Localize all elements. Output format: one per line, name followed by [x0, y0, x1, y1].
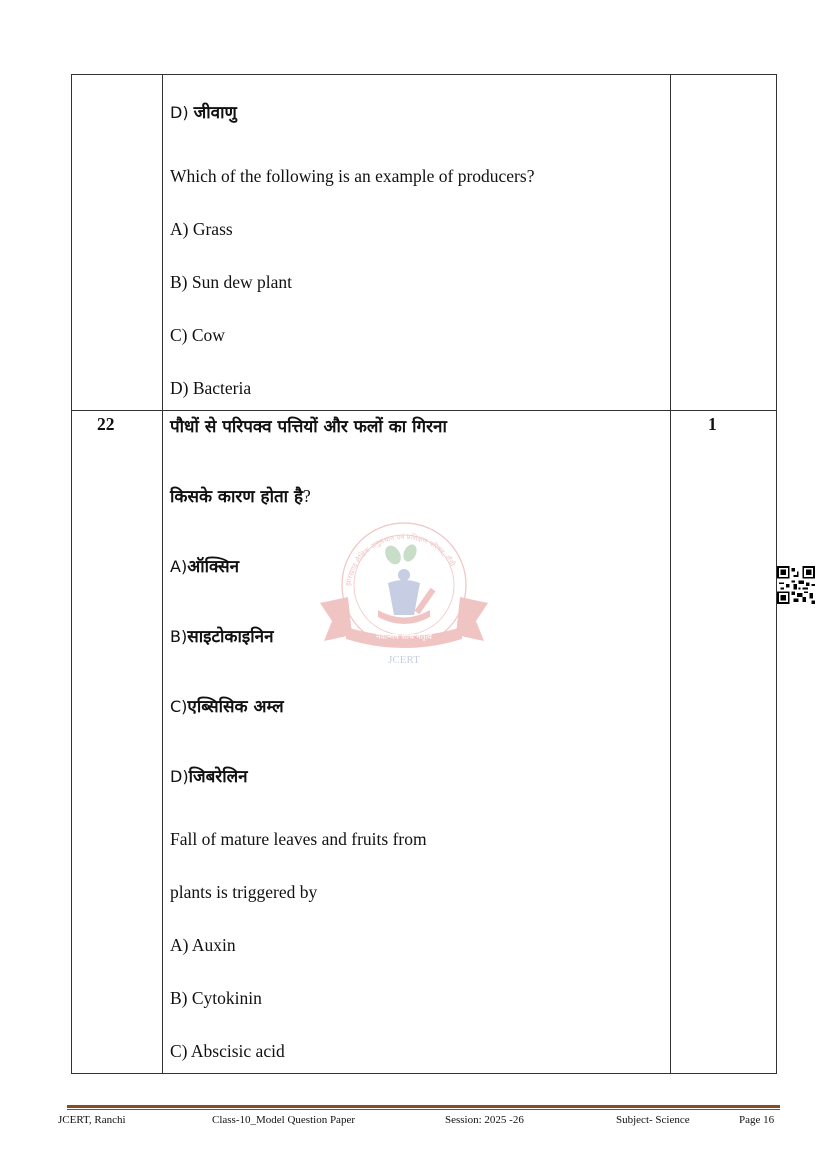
option-d-hindi-22: D)जिबरेलिन — [170, 767, 248, 787]
question-text-english-line2: plants is triggered by — [170, 882, 318, 902]
jcert-logo-watermark — [318, 515, 490, 670]
column-divider-left — [162, 75, 163, 1073]
footer-page-number: Page 16 — [739, 1114, 775, 1126]
qr-code-icon — [777, 566, 815, 604]
question-text-hindi-line2: किसके कारण होता है? — [170, 486, 311, 507]
option-c-hindi: C)एब्सिसिक अम्ल — [170, 697, 284, 717]
question-marks: 1 — [708, 414, 717, 434]
column-divider-right — [670, 75, 671, 1073]
option-c-english: C) Abscisic acid — [170, 1041, 285, 1061]
footer-rule-thick — [67, 1105, 780, 1108]
svg-text:JCERT: JCERT — [388, 654, 420, 666]
question-text-english-line1: Fall of mature leaves and fruits from — [170, 829, 427, 849]
svg-text:नवोन्मेष शोध नेतृत्व: नवोन्मेष शोध नेतृत्व — [376, 632, 432, 641]
option-a: A) Grass — [170, 219, 233, 239]
option-a-hindi: A)ऑक्सिन — [170, 557, 240, 577]
row-divider — [72, 410, 776, 411]
question-number: 22 — [97, 414, 115, 434]
footer-paper-title: Class-10_Model Question Paper — [212, 1114, 355, 1126]
footer-subject: Subject- Science — [616, 1114, 690, 1126]
option-a-english: A) Auxin — [170, 935, 236, 955]
footer-session: Session: 2025 -26 — [445, 1114, 524, 1126]
svg-text:झारखण्ड शैक्षिक अनुसंधान एवं प: झारखण्ड शैक्षिक अनुसंधान एवं प्रशिक्षण परिषद, राँची — [344, 532, 457, 587]
option-b-hindi: B)साइटोकाइनिन — [170, 627, 274, 647]
option-c: C) Cow — [170, 325, 225, 345]
option-b: B) Sun dew plant — [170, 272, 293, 292]
option-d: D) Bacteria — [170, 378, 252, 398]
option-b-english: B) Cytokinin — [170, 988, 262, 1008]
question-text-english: Which of the following is an example of producers? — [170, 166, 535, 186]
footer-org: JCERT, Ranchi — [58, 1114, 126, 1126]
footer-rule-thin — [67, 1109, 780, 1110]
question-text-hindi-line1: पौधों से परिपक्व पत्तियों और फलों का गिरना — [170, 417, 447, 437]
option-d-hindi: D) जीवाणु — [170, 103, 237, 123]
